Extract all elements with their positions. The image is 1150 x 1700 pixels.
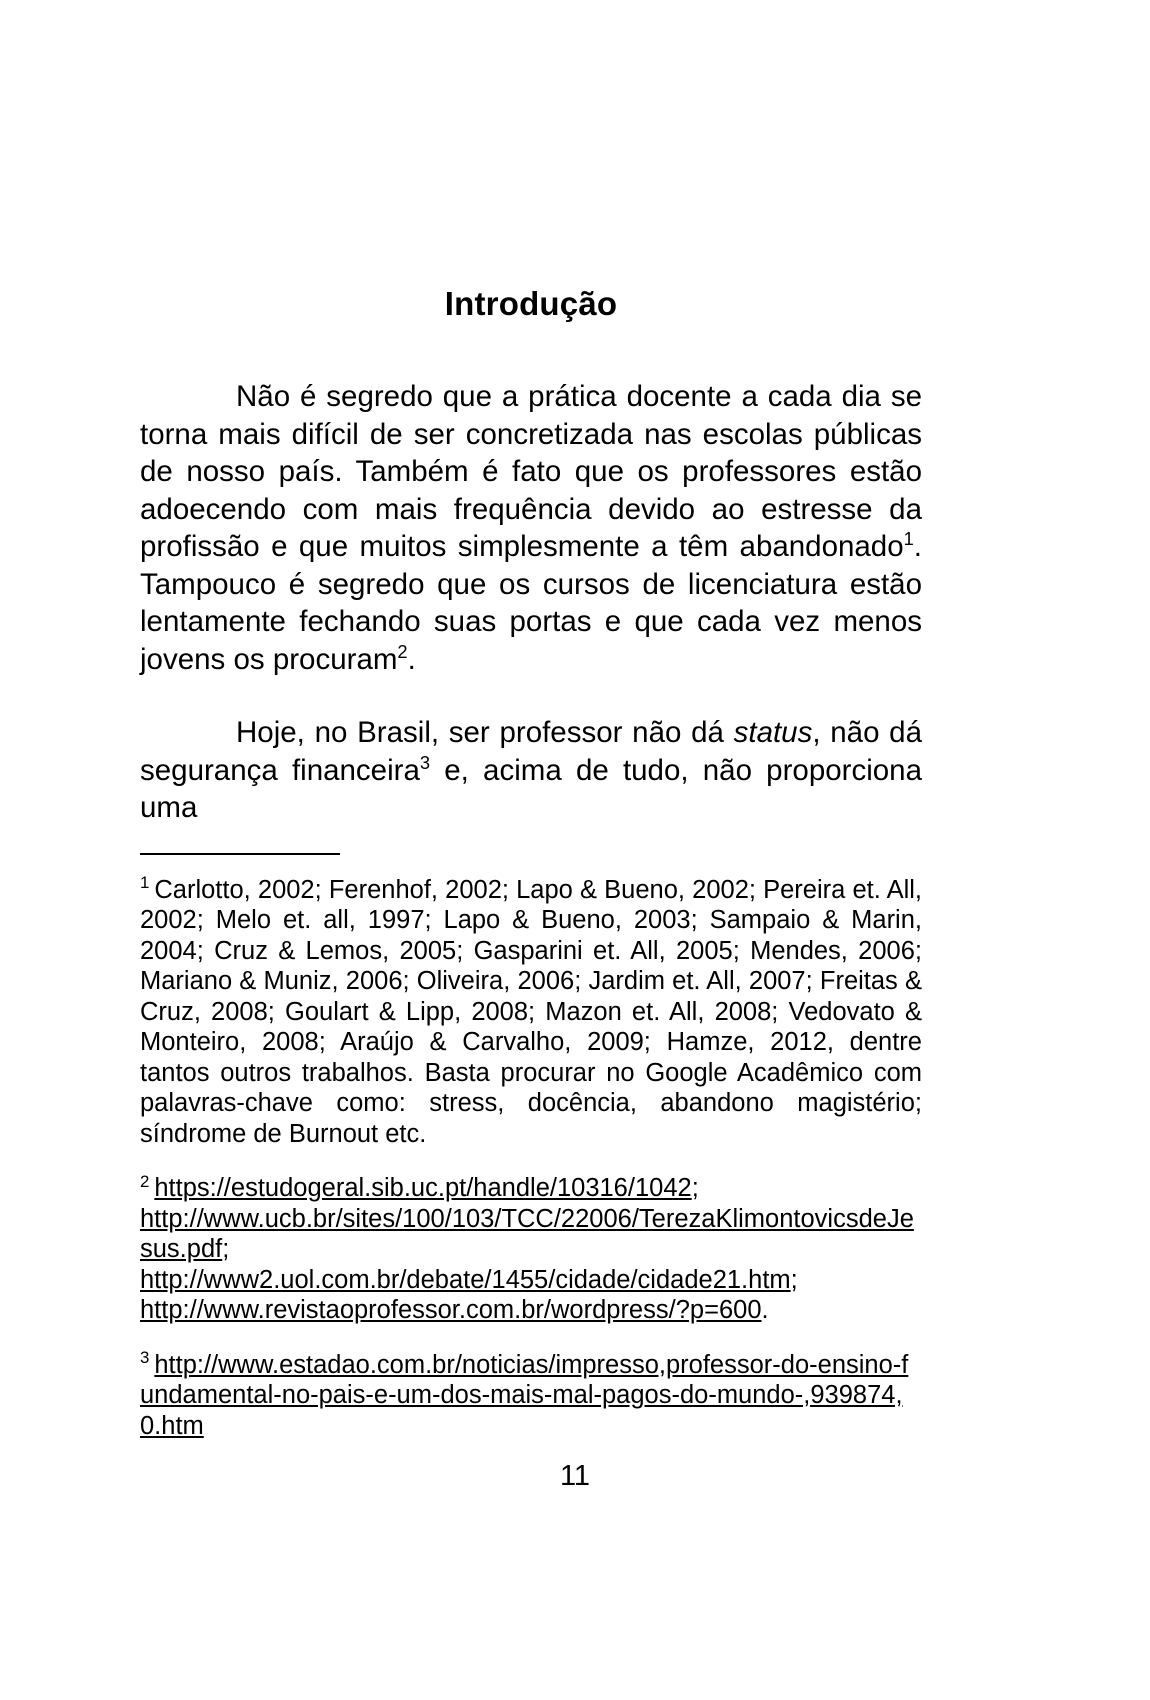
footnote-url-punctuation: ;: [691, 1174, 699, 1203]
text-run: .: [407, 642, 416, 676]
footnote-line: [140, 1204, 922, 1265]
footnote-line: [154, 1174, 698, 1202]
body-text: [140, 378, 922, 827]
text-run: Hoje, no Brasil, ser professor não dá: [236, 716, 734, 750]
emphasized-term: status: [733, 716, 813, 750]
footnote-line: [140, 1295, 922, 1326]
footnote-url-punctuation: ;: [790, 1265, 798, 1294]
text-run: e, acima de tudo, não proporciona uma: [140, 753, 922, 825]
footnote-url-link[interactable]: http://www2.uol.com.br/debate/1455/cidade/cidade21.htm: [140, 1265, 791, 1294]
page-number: 11: [559, 1460, 591, 1492]
page-title: Introdução: [444, 285, 618, 322]
footnote-1: [140, 875, 922, 1150]
body-paragraph-2: [140, 714, 922, 827]
body-paragraph-1: [140, 378, 922, 678]
page-content: [140, 0, 922, 1441]
footnote-reference-3[interactable]: 3: [419, 751, 431, 773]
footnote-url-punctuation: .: [761, 1296, 769, 1325]
footnote-2: [140, 1173, 922, 1326]
footnote-line: [140, 1265, 922, 1296]
footnote-url-link[interactable]: http://www.revistaoprofessor.com.br/wordpress/?p=600: [140, 1296, 762, 1325]
footnote-marker-2: 2: [140, 1171, 150, 1191]
footnote-line: [140, 1351, 908, 1440]
footnote-marker-3: 3: [140, 1348, 150, 1368]
footnote-url-link[interactable]: http://www.estadao.com.br/noticias/impresso,professor-do-ensino-fundamental-no-pais-e-um-dos-mais-mal-pagos-do-mundo-,939874,0.htm: [140, 1350, 909, 1440]
footnote-reference-2[interactable]: 2: [397, 640, 408, 662]
text-run: Não é segredo que a prática docente a cada dia se torna mais difícil de ser concretizada nas escolas públicas de nosso país. Também é fato que os professores estão adoecendo com mais frequência devido ao estresse da profissão e que muitos simplesmente a têm abandonado: [140, 380, 922, 564]
text-run: , não dá segurança financeira: [140, 716, 922, 787]
footnote-text: Carlotto, 2002; Ferenhof, 2002; Lapo & Bueno, 2002; Pereira et. All, 2002; Melo et. all, 1997; Lapo & Bueno, 2003; Sampaio & Marin, 2004; Cruz & Lemos, 2005; Gasparini et. All, 2005; Mendes, 2006; Mariano & Muniz, 2006; Oliveira, 2006; Jardim et. All, 2007; Freitas & Cruz, 2008; Goulart & Lipp, 2008; Mazon et. All, 2008; Vedovato & Monteiro, 2008; Araújo & Carvalho, 2009; Hamze, 2012, dentre tantos outros trabalhos. Basta procurar no Google Acadêmico com palavras-chave como: stress, docência, abandono magistério; síndrome de Burnout etc.: [140, 875, 922, 1148]
footnote-url-punctuation: ;: [222, 1235, 230, 1264]
footnote-url-link[interactable]: http://www.ucb.br/sites/100/103/TCC/22006/TerezaKlimontovicsdeJesus.pdf: [140, 1204, 914, 1264]
footnote-url-link[interactable]: https://estudogeral.sib.uc.pt/handle/10316/1042: [154, 1174, 692, 1203]
text-run: . Tampouco é segredo que os cursos de licenciatura estão lentamente fechando suas portas e que cada vez menos jovens os procuram: [140, 530, 922, 676]
footnotes-section: [140, 875, 922, 1442]
footnote-marker-1: 1: [140, 873, 150, 893]
footnote-reference-1[interactable]: 1: [903, 528, 914, 550]
footnote-3: [140, 1350, 922, 1442]
footnote-separator: [140, 853, 340, 855]
